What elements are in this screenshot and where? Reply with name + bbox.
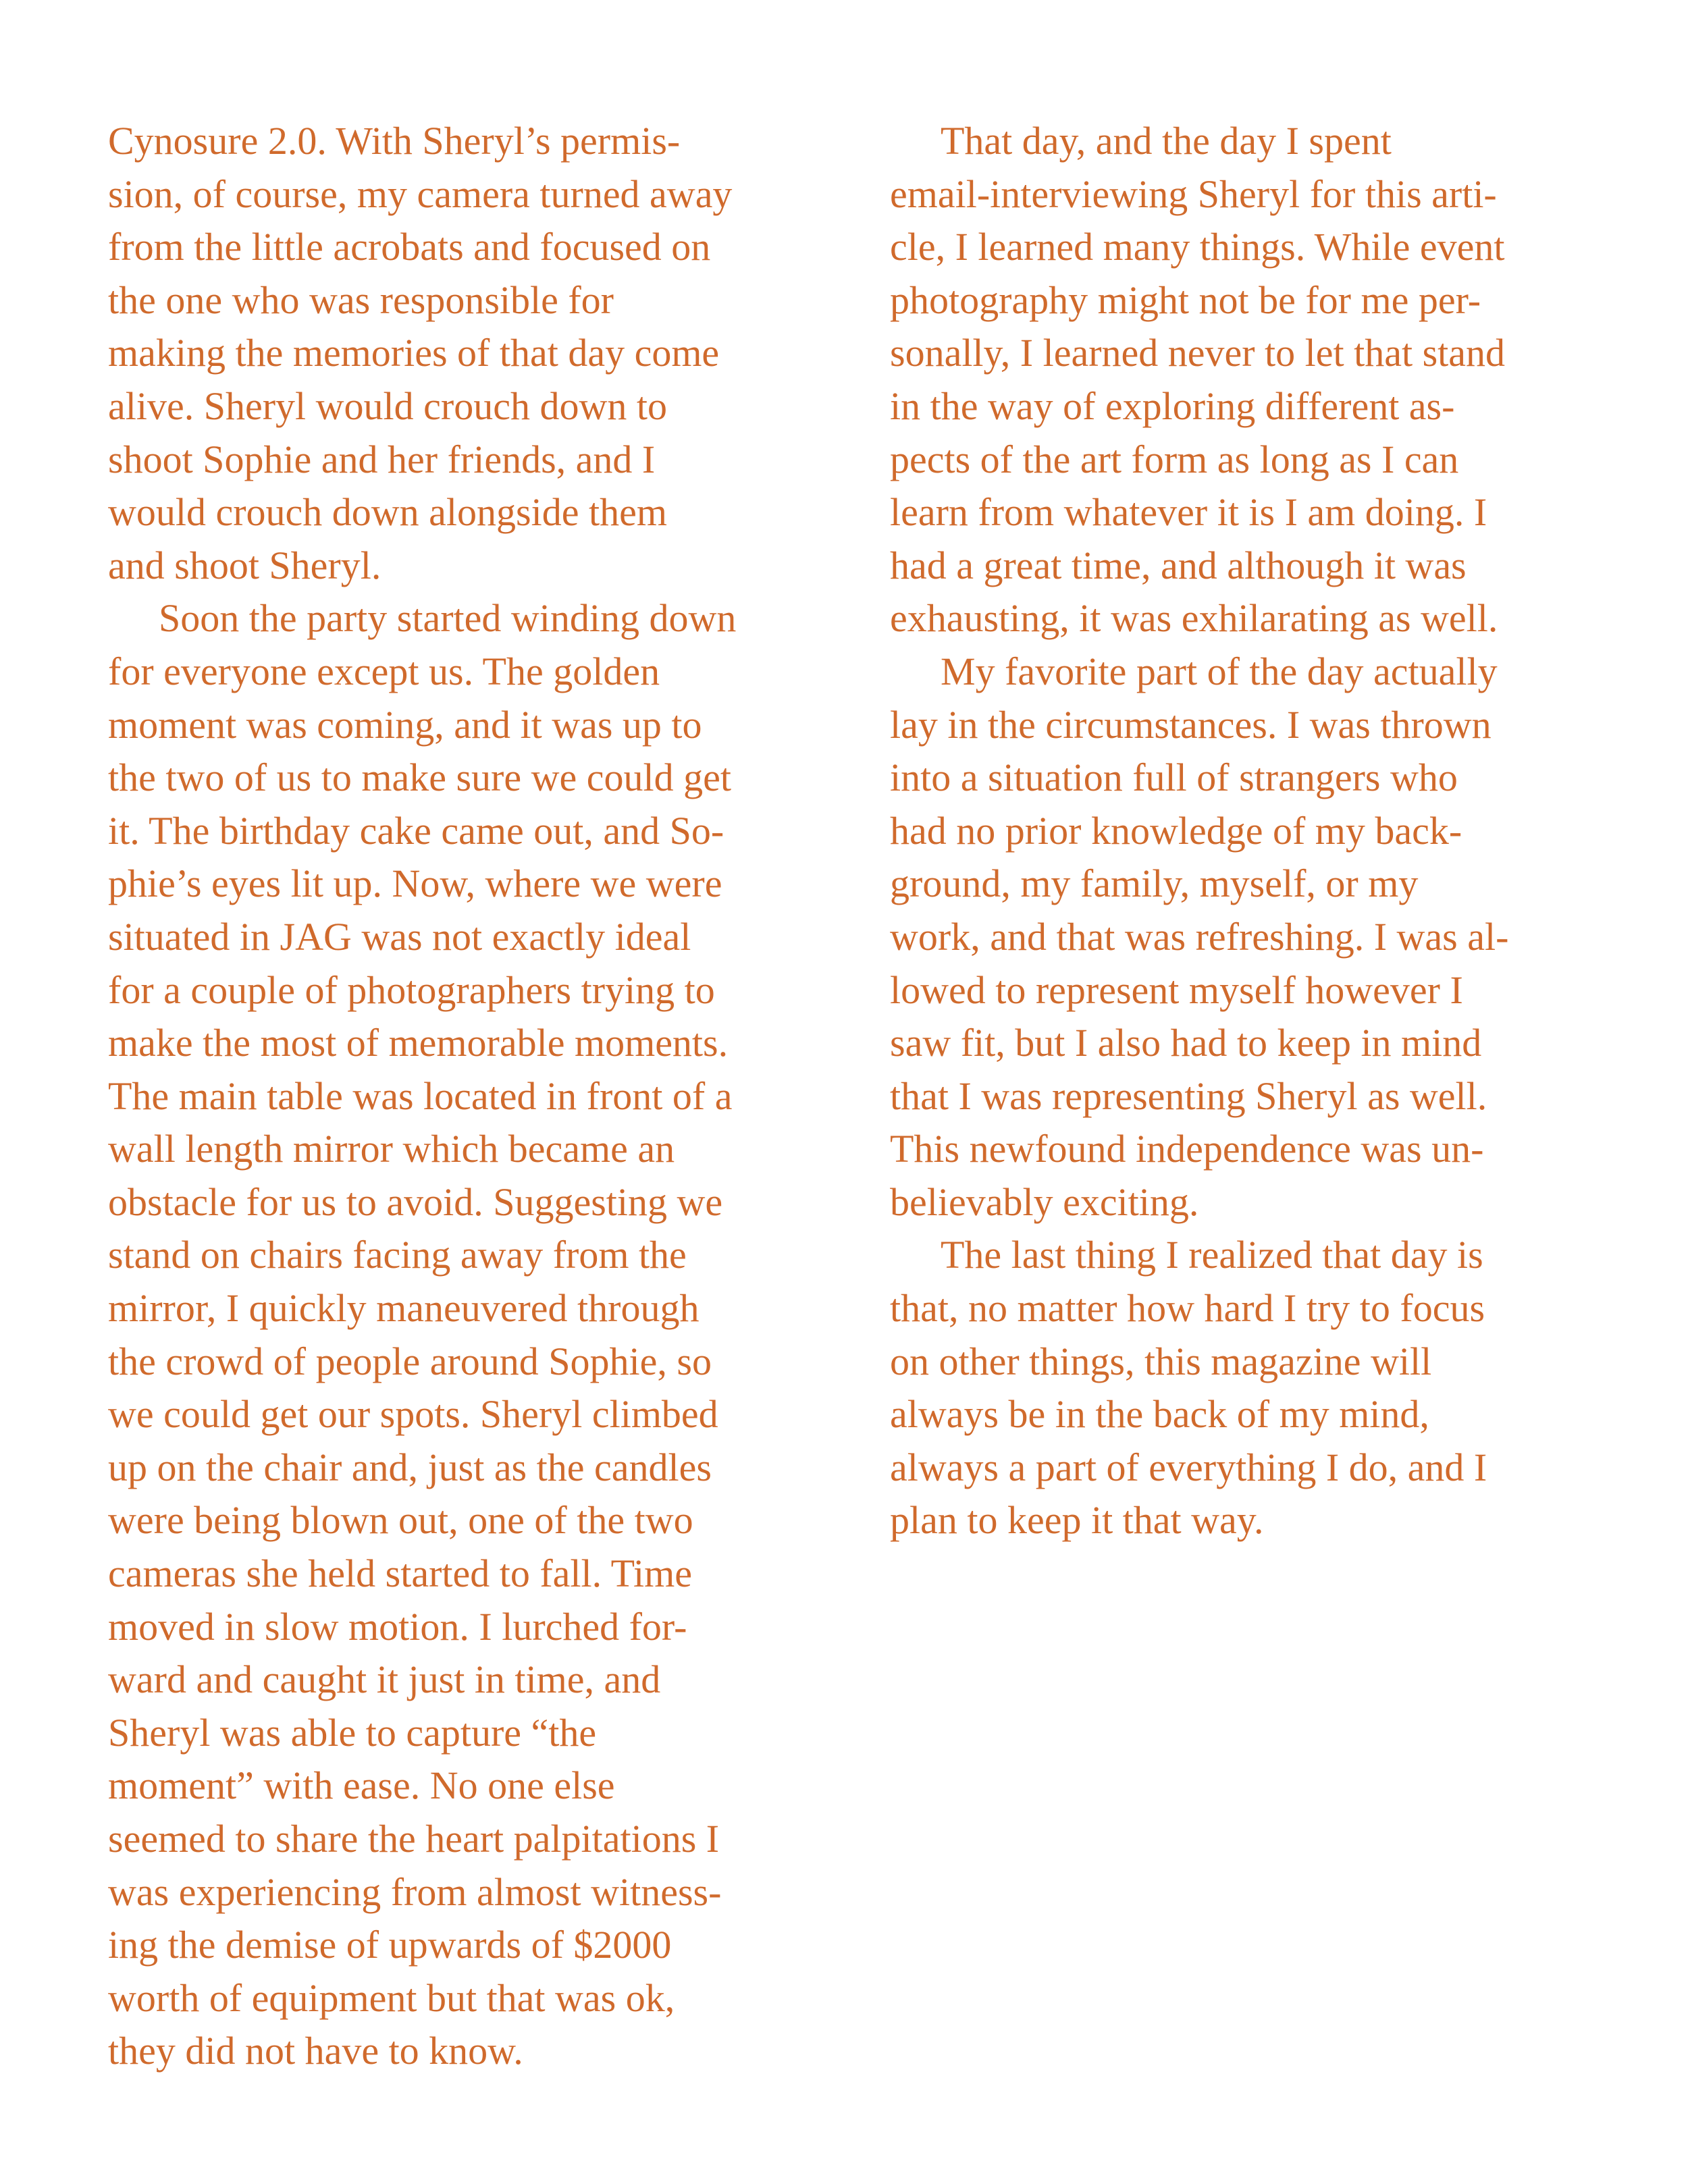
text-line: obstacle for us to avoid. Suggesting we [108, 1179, 723, 1224]
text-line: for a couple of photographers trying to [108, 967, 715, 1012]
text-line: lowed to represent myself however I [890, 967, 1463, 1012]
text-line: work, and that was refreshing. I was al- [890, 914, 1509, 959]
text-line: email-interviewing Sheryl for this arti- [890, 171, 1497, 216]
text-line: ward and caught it just in time, and [108, 1657, 661, 1702]
paragraph-start-line: My favorite part of the day actually [941, 649, 1498, 693]
text-line: always a part of everything I do, and I [890, 1445, 1487, 1489]
text-line: they did not have to know. [108, 2029, 523, 2073]
text-line: the two of us to make sure we could get [108, 755, 731, 800]
text-line: had no prior knowledge of my back- [890, 808, 1462, 853]
text-line: and shoot Sheryl. [108, 543, 381, 587]
text-line: up on the chair and, just as the candles [108, 1445, 712, 1489]
text-line: on other things, this magazine will [890, 1339, 1432, 1383]
text-line: Sheryl was able to capture “the [108, 1710, 597, 1755]
text-line: plan to keep it that way. [890, 1498, 1264, 1543]
text-line: into a situation full of strangers who [890, 755, 1458, 800]
text-line: saw fit, but I also had to keep in mind [890, 1021, 1482, 1065]
text-line: were being blown out, one of the two [108, 1498, 693, 1543]
text-line: This newfound independence was un- [890, 1127, 1484, 1171]
text-line: make the most of memorable moments. [108, 1021, 729, 1065]
text-line: stand on chairs facing away from the [108, 1233, 687, 1277]
text-line: alive. Sheryl would crouch down to [108, 383, 667, 428]
right-text-column [890, 115, 1599, 1547]
text-line: moment” with ease. No one else [108, 1763, 615, 1808]
text-line: sion, of course, my camera turned away [108, 171, 733, 216]
text-line: exhausting, it was exhilarating as well. [890, 596, 1498, 641]
text-line: ground, my family, myself, or my [890, 861, 1419, 906]
text-line: the crowd of people around Sophie, so [108, 1339, 712, 1383]
text-line: it. The birthday cake came out, and So- [108, 808, 724, 853]
text-line: phie’s eyes lit up. Now, where we were [108, 861, 722, 906]
text-line: mirror, I quickly maneuvered through [108, 1286, 700, 1331]
text-line: we could get our spots. Sheryl climbed [108, 1392, 718, 1437]
text-line: ing the demise of upwards of $2000 [108, 1923, 672, 1967]
text-line: learn from whatever it is I am doing. I [890, 490, 1487, 535]
text-line: photography might not be for me per- [890, 277, 1481, 322]
paragraph-start-line: That day, and the day I spent [941, 119, 1392, 163]
text-line: sonally, I learned never to let that stand [890, 331, 1506, 375]
text-line: always be in the back of my mind, [890, 1392, 1429, 1437]
text-line: situated in JAG was not exactly ideal [108, 914, 691, 959]
text-line: that, no matter how hard I try to focus [890, 1286, 1485, 1331]
paragraph-start-line: The last thing I realized that day is [941, 1233, 1483, 1277]
text-line: lay in the circumstances. I was thrown [890, 702, 1492, 747]
text-line: The main table was located in front of a [108, 1073, 733, 1118]
paragraph-start-line: Soon the party started winding down [159, 596, 737, 641]
left-text-column [108, 115, 817, 2078]
text-line: wall length mirror which became an [108, 1127, 675, 1171]
text-line: that I was representing Sheryl as well. [890, 1073, 1487, 1118]
text-line: Cynosure 2.0. With Sheryl’s permis- [108, 119, 681, 163]
text-line: moment was coming, and it was up to [108, 702, 702, 747]
text-line: from the little acrobats and focused on [108, 225, 711, 269]
text-line: the one who was responsible for [108, 277, 614, 322]
text-line: was experiencing from almost witness- [108, 1869, 722, 1914]
text-line: cameras she held started to fall. Time [108, 1551, 692, 1596]
text-line: would crouch down alongside them [108, 490, 667, 535]
text-line: worth of equipment but that was ok, [108, 1975, 675, 2020]
text-line: for everyone except us. The golden [108, 649, 660, 693]
text-line: moved in slow motion. I lurched for- [108, 1604, 687, 1649]
text-line: cle, I learned many things. While event [890, 225, 1505, 269]
text-line: seemed to share the heart palpitations I [108, 1817, 720, 1861]
text-line: had a great time, and although it was [890, 543, 1467, 587]
text-line: in the way of exploring different as- [890, 383, 1455, 428]
text-line: making the memories of that day come [108, 331, 720, 375]
text-line: shoot Sophie and her friends, and I [108, 437, 656, 481]
text-line: pects of the art form as long as I can [890, 437, 1459, 481]
text-line: believably exciting. [890, 1179, 1199, 1224]
